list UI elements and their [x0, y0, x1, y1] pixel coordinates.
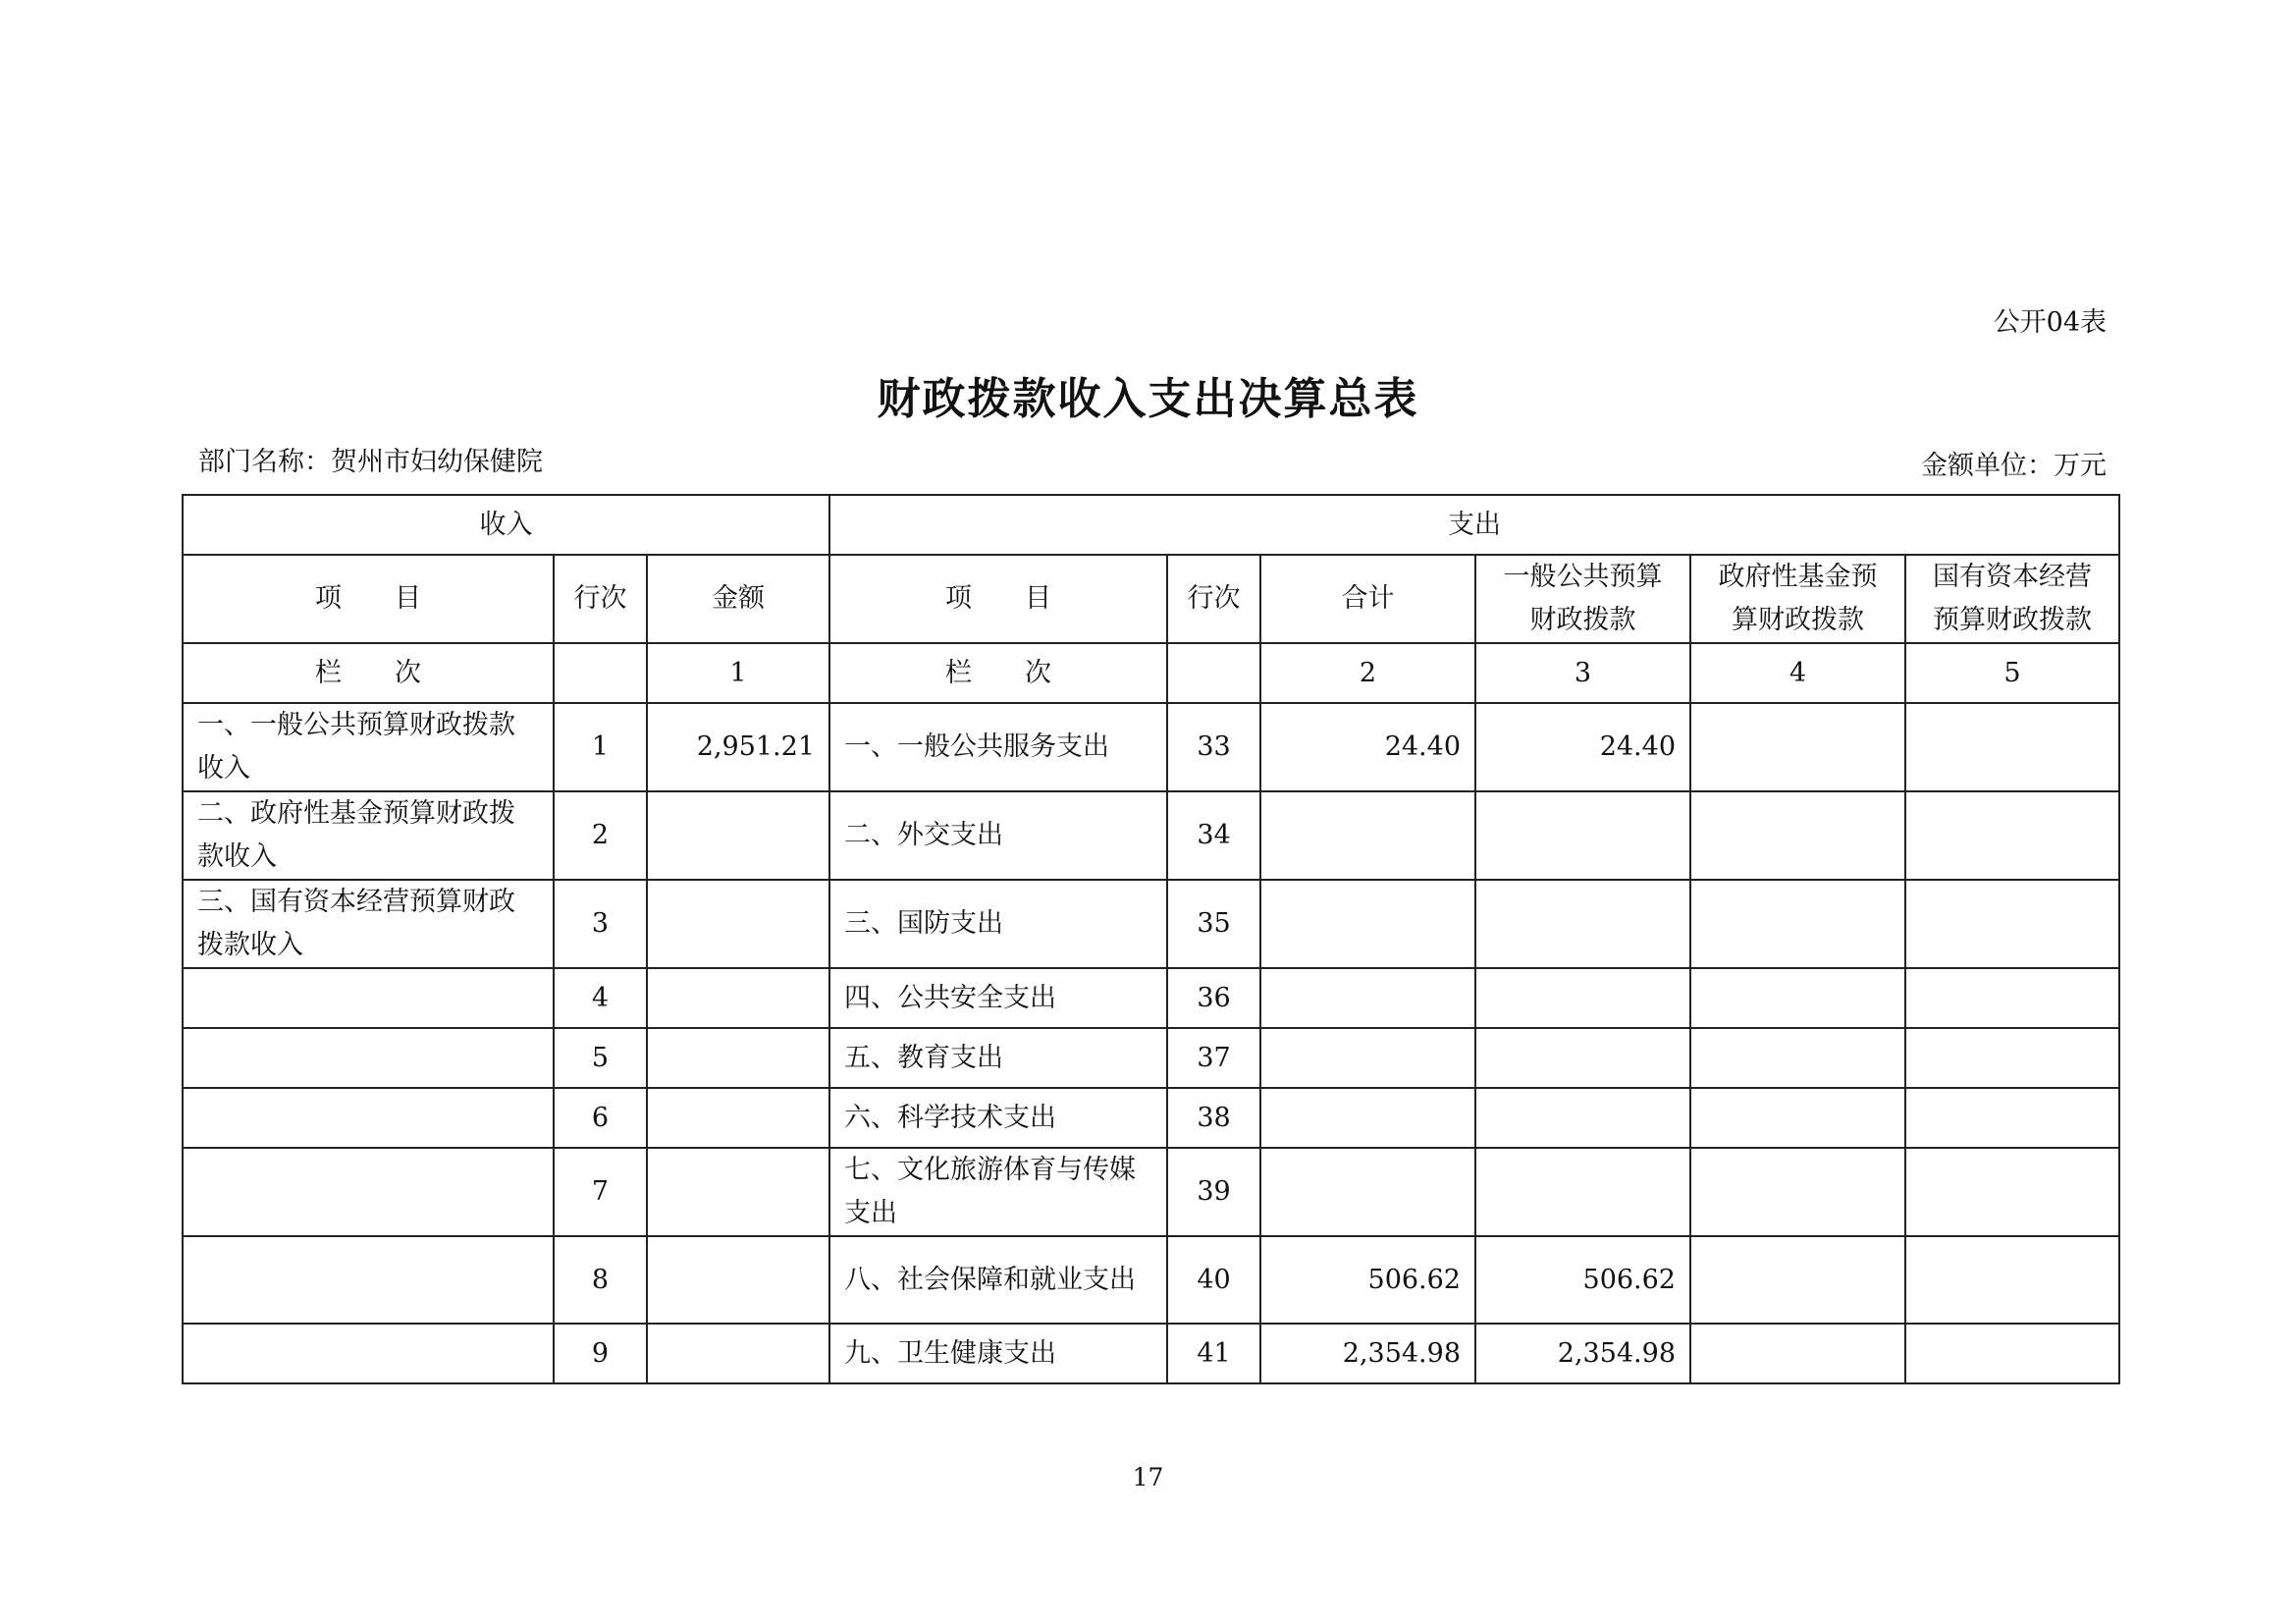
- gov-fund-header: 政府性基金预算财政拨款: [1690, 555, 1905, 643]
- col-5: 5: [1905, 643, 2119, 703]
- expense-row-no: 35: [1167, 880, 1260, 968]
- capital-value: [1905, 703, 2119, 791]
- income-row-no: 5: [554, 1028, 647, 1088]
- expense-row-no: 40: [1167, 1236, 1260, 1324]
- header-row-sections: [183, 495, 2119, 555]
- expense-header: 支出: [829, 495, 2119, 555]
- state-capital-header: 国有资本经营预算财政拨款: [1905, 555, 2119, 643]
- income-amount: [647, 968, 829, 1028]
- income-amount-header: 金额: [647, 555, 829, 643]
- general-value: [1475, 1088, 1690, 1148]
- income-row-no: 2: [554, 791, 647, 880]
- expense-row-no: 37: [1167, 1028, 1260, 1088]
- budget-table: [182, 494, 2120, 1384]
- income-row-no: 7: [554, 1148, 647, 1236]
- general-value: [1475, 968, 1690, 1028]
- income-item: [183, 1324, 554, 1383]
- expense-item: 六、科学技术支出: [829, 1088, 1167, 1148]
- unit-label: 金额单位：万元: [1921, 451, 2107, 481]
- total-value: [1260, 1088, 1475, 1148]
- table-row: [183, 1324, 2119, 1383]
- income-amount: [647, 1148, 829, 1236]
- income-row-no: 6: [554, 1088, 647, 1148]
- fund-value: [1690, 968, 1905, 1028]
- capital-value: [1905, 791, 2119, 880]
- expense-item-header: 项 目: [829, 555, 1167, 643]
- fund-value: [1690, 1324, 1905, 1383]
- general-value: [1475, 880, 1690, 968]
- fund-value: [1690, 1148, 1905, 1236]
- general-value: 24.40: [1475, 703, 1690, 791]
- total-value: [1260, 1028, 1475, 1088]
- capital-value: [1905, 1324, 2119, 1383]
- general-value: 2,354.98: [1475, 1324, 1690, 1383]
- column-number-row: [183, 643, 2119, 703]
- income-item: [183, 1236, 554, 1324]
- general-value: 506.62: [1475, 1236, 1690, 1324]
- expense-row-no: 41: [1167, 1324, 1260, 1383]
- fund-value: [1690, 880, 1905, 968]
- page-number: 17: [1132, 1463, 1164, 1491]
- income-item: [183, 1148, 554, 1236]
- capital-value: [1905, 968, 2119, 1028]
- general-budget-header: 一般公共预算财政拨款: [1475, 555, 1690, 643]
- total-value: 506.62: [1260, 1236, 1475, 1324]
- income-row-no: 9: [554, 1324, 647, 1383]
- income-item: [183, 968, 554, 1028]
- fund-value: [1690, 703, 1905, 791]
- total-header: 合计: [1260, 555, 1475, 643]
- fund-value: [1690, 791, 1905, 880]
- income-row-no: 8: [554, 1236, 647, 1324]
- income-amount: [647, 1028, 829, 1088]
- capital-value: [1905, 880, 2119, 968]
- col-4: 4: [1690, 643, 1905, 703]
- table-row: [183, 1088, 2119, 1148]
- income-item-header: 项 目: [183, 555, 554, 643]
- income-item: 三、国有资本经营预算财政拨款收入: [183, 880, 554, 968]
- total-value: [1260, 1148, 1475, 1236]
- total-value: [1260, 968, 1475, 1028]
- expense-item: 九、卫生健康支出: [829, 1324, 1167, 1383]
- income-item: 二、政府性基金预算财政拨款收入: [183, 791, 554, 880]
- fund-value: [1690, 1236, 1905, 1324]
- expense-item: 八、社会保障和就业支出: [829, 1236, 1167, 1324]
- income-column-label: 栏 次: [183, 643, 554, 703]
- capital-value: [1905, 1148, 2119, 1236]
- capital-value: [1905, 1236, 2119, 1324]
- page-title: 财政拨款收入支出决算总表: [877, 374, 1419, 424]
- expense-row-no: 39: [1167, 1148, 1260, 1236]
- expense-column-label: 栏 次: [829, 643, 1167, 703]
- general-value: [1475, 791, 1690, 880]
- expense-item: 七、文化旅游体育与传媒支出: [829, 1148, 1167, 1236]
- table-row: [183, 1236, 2119, 1324]
- department-label: 部门名称：贺州市妇幼保健院: [198, 447, 543, 477]
- general-value: [1475, 1028, 1690, 1088]
- col-2: 2: [1260, 643, 1475, 703]
- income-amount: [647, 791, 829, 880]
- income-row-no: 1: [554, 703, 647, 791]
- capital-value: [1905, 1028, 2119, 1088]
- expense-rowno-header: 行次: [1167, 555, 1260, 643]
- total-value: 2,354.98: [1260, 1324, 1475, 1383]
- expense-item: 二、外交支出: [829, 791, 1167, 880]
- total-value: [1260, 880, 1475, 968]
- income-amount: [647, 1088, 829, 1148]
- income-item: 一、一般公共预算财政拨款收入: [183, 703, 554, 791]
- capital-value: [1905, 1088, 2119, 1148]
- expense-item: 三、国防支出: [829, 880, 1167, 968]
- table-row: [183, 703, 2119, 791]
- expense-row-no: 33: [1167, 703, 1260, 791]
- expense-item: 五、教育支出: [829, 1028, 1167, 1088]
- table-row: [183, 968, 2119, 1028]
- table-row: [183, 1028, 2119, 1088]
- table-row: [183, 1148, 2119, 1236]
- fund-value: [1690, 1088, 1905, 1148]
- total-value: 24.40: [1260, 703, 1475, 791]
- header-row-columns: [183, 555, 2119, 643]
- expense-row-no: 38: [1167, 1088, 1260, 1148]
- table-row: [183, 791, 2119, 880]
- fund-value: [1690, 1028, 1905, 1088]
- income-row-no: 3: [554, 880, 647, 968]
- income-amount: 2,951.21: [647, 703, 829, 791]
- income-header: 收入: [183, 495, 829, 555]
- income-item: [183, 1088, 554, 1148]
- expense-row-no: 34: [1167, 791, 1260, 880]
- col-1: 1: [647, 643, 829, 703]
- general-value: [1475, 1148, 1690, 1236]
- expense-item: 一、一般公共服务支出: [829, 703, 1167, 791]
- income-item: [183, 1028, 554, 1088]
- col-3: 3: [1475, 643, 1690, 703]
- income-row-no: 4: [554, 968, 647, 1028]
- income-amount: [647, 1324, 829, 1383]
- income-amount: [647, 880, 829, 968]
- expense-item: 四、公共安全支出: [829, 968, 1167, 1028]
- form-number: 公开04表: [1993, 307, 2107, 338]
- total-value: [1260, 791, 1475, 880]
- income-amount: [647, 1236, 829, 1324]
- income-rowno-header: 行次: [554, 555, 647, 643]
- expense-row-no: 36: [1167, 968, 1260, 1028]
- table-row: [183, 880, 2119, 968]
